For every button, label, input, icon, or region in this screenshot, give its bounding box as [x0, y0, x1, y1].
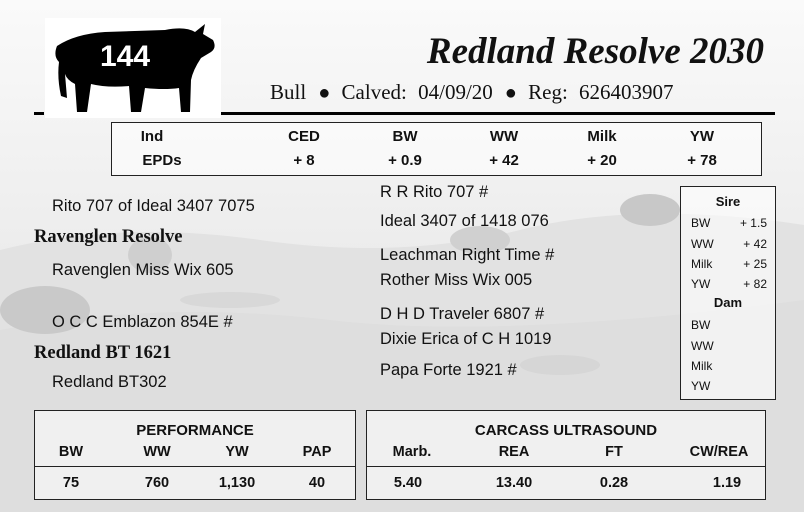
performance-header-yw: YW [225, 444, 249, 460]
carcass-header-cw-rea: CW/REA [689, 444, 749, 460]
epd-col-yw: YW [689, 128, 715, 145]
sex-label: Bull [270, 80, 307, 104]
dam-row-label: BW [691, 318, 711, 332]
sire-row-label: Milk [691, 257, 713, 271]
carcass-value-marb: 5.40 [393, 475, 423, 491]
carcass-divider [367, 466, 765, 467]
pedigree-dam-sire-dam: Dixie Erica of C H 1019 [380, 330, 552, 348]
pedigree-dam: Redland BT 1621 [34, 343, 172, 363]
pedigree-sire-sire: Rito 707 of Ideal 3407 7075 [52, 197, 255, 215]
pedigree-dam-dam: Redland BT302 [52, 373, 167, 391]
header-rule [221, 112, 775, 115]
carcass-ultrasound-table [366, 410, 766, 500]
performance-header-pap: PAP [302, 444, 332, 460]
dam-heading: Dam [713, 295, 743, 310]
epd-val-bw: + 0.9 [388, 152, 422, 169]
pedigree-dam-sire: O C C Emblazon 854E # [52, 313, 233, 331]
performance-header-ww: WW [143, 444, 171, 460]
sire-row-label: YW [691, 277, 711, 291]
sire-dam-epd-box [680, 186, 776, 400]
sire-row-label: BW [691, 216, 711, 230]
bullet-icon: ● [504, 82, 517, 104]
epd-col-ww: WW [489, 128, 519, 145]
epd-header-row [112, 128, 761, 150]
pedigree-sire-dam-dam: Rother Miss Wix 005 [380, 271, 533, 289]
epd-table [111, 122, 762, 176]
carcass-header-ft: FT [605, 444, 623, 460]
pedigree-sire-sire-dam: Ideal 3407 of 1418 076 [380, 212, 549, 230]
pedigree-dam-dam-sire: Papa Forte 1921 # [380, 361, 517, 379]
animal-subline [270, 80, 680, 105]
animal-name: Redland Resolve 2030 [426, 31, 764, 72]
pedigree-sire-dam-sire: Leachman Right Time # [380, 246, 555, 264]
sire-heading: Sire [715, 194, 741, 209]
performance-table [34, 410, 356, 500]
carcass-title: CARCASS ULTRASOUND [474, 422, 658, 439]
carcass-header-marb: Marb. [392, 444, 432, 460]
epd-val-ced: + 8 [293, 152, 315, 169]
epd-val-ww: + 42 [489, 152, 519, 169]
dam-row-label: YW [691, 379, 711, 393]
epd-val-yw: + 78 [687, 152, 717, 169]
dam-row-label: WW [691, 339, 714, 353]
sire-row-value: + 82 [743, 277, 767, 291]
carcass-value-cw-rea: 1.19 [712, 475, 742, 491]
carcass-header-rea: REA [498, 444, 530, 460]
lot-number: 144 [100, 40, 151, 73]
performance-header-bw: BW [58, 444, 84, 460]
epd-col-ced: CED [288, 128, 320, 145]
dam-row-label: Milk [691, 359, 713, 373]
calved-label: Calved: [341, 80, 407, 104]
reg-label: Reg: [528, 80, 568, 104]
pedigree-sire-sire-sire: R R Rito 707 # [380, 183, 489, 201]
carcass-value-ft: 0.28 [599, 475, 629, 491]
performance-value-pap: 40 [308, 475, 326, 491]
bullet-icon: ● [318, 82, 331, 104]
pedigree-sire-dam: Ravenglen Miss Wix 605 [52, 261, 234, 279]
sire-row-value: + 25 [743, 257, 767, 271]
sire-row-value: + 1.5 [739, 216, 767, 230]
calved-date: 04/09/20 [418, 80, 493, 104]
performance-value-ww: 760 [144, 475, 170, 491]
epd-val-milk: + 20 [587, 152, 617, 169]
epd-row-label: Ind [140, 128, 164, 145]
pedigree-sire: Ravenglen Resolve [34, 227, 183, 247]
performance-title: PERFORMANCE [136, 422, 254, 439]
sire-row-label: WW [691, 237, 714, 251]
sire-row-value: + 42 [743, 237, 767, 251]
performance-value-bw: 75 [62, 475, 80, 491]
performance-value-yw: 1,130 [218, 475, 256, 491]
carcass-value-rea: 13.40 [495, 475, 533, 491]
epd-col-milk: Milk [587, 128, 617, 145]
header-rule-left [34, 112, 44, 115]
epd-col-bw: BW [392, 128, 418, 145]
pedigree-dam-sire-sire: D H D Traveler 6807 # [380, 305, 545, 323]
epd-row-label: EPDs [142, 152, 182, 169]
reg-number: 626403907 [579, 80, 674, 104]
epd-value-row [112, 152, 761, 174]
performance-divider [35, 466, 355, 467]
